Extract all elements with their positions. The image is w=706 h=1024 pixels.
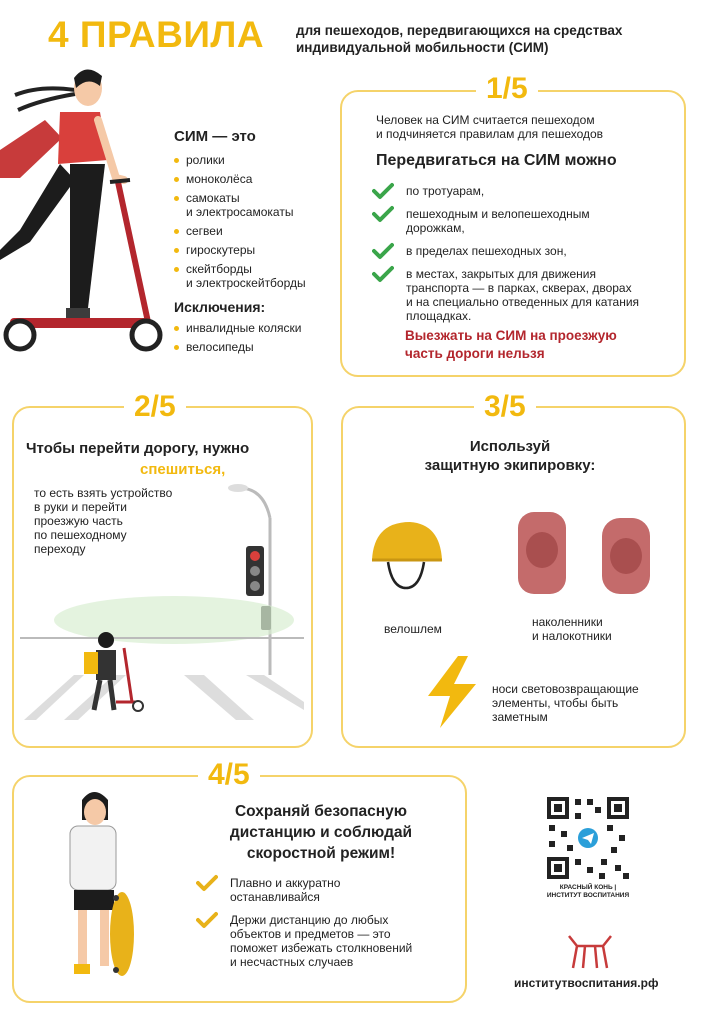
sim-list-item: скейтборды и электроскейтборды	[174, 262, 344, 290]
sim-list-item: сегвеи	[174, 224, 344, 238]
sim-list-item: моноколёса	[174, 172, 344, 186]
reflect-text: носи световозвращающие элементы, чтобы быть заметным	[492, 682, 639, 724]
qr-caption: КРАСНЫЙ КОНЬ | ИНСТИТУТ ВОСПИТАНИЯ	[546, 884, 630, 899]
checkmark-icon	[196, 911, 218, 929]
rule-4-list	[196, 876, 456, 978]
exception-list-item: инвалидные коляски	[174, 321, 344, 335]
sim-list	[174, 153, 344, 290]
helmet-icon	[366, 514, 446, 594]
check-list-item-text: в местах, закрытых для движения транспорта — в парках, скверах, дворах и на специально отведенных для катания площадках.	[406, 267, 640, 323]
rule-4-heading: Сохраняй безопасную дистанцию и соблюдай скоростной режим!	[229, 803, 413, 862]
check-list-item-text: по тротуарам,	[406, 184, 485, 198]
boy-with-skateboard-illustration	[54, 786, 144, 986]
check-list-item-text: Держи дистанцию до любых объектов и предметов — это поможет избежать столкновений и несчастных случаев	[230, 913, 413, 969]
sim-list-item: гироскутеры	[174, 243, 344, 257]
sim-heading: СИМ — это	[174, 128, 256, 145]
helmet-label: велошлем	[384, 622, 442, 636]
rule-4-number: 4/5	[198, 758, 260, 792]
rule-2-number: 2/5	[124, 390, 186, 424]
rule-2-heading: Чтобы перейти дорогу, нужно	[26, 440, 250, 457]
check-list-item-text: Плавно и аккуратно останавливайся	[230, 876, 341, 904]
rule-1-heading: Передвигаться на СИМ можно	[376, 152, 617, 169]
rule-1-number: 1/5	[476, 72, 538, 106]
rule-1-intro: Человек на СИМ считается пешеходом и подчиняется правилам для пешеходов	[376, 113, 604, 141]
sim-list-item: ролики	[174, 153, 344, 167]
girl-on-scooter-illustration	[0, 60, 175, 360]
check-list-item	[196, 913, 456, 969]
rule-3-number: 3/5	[474, 390, 536, 424]
rule-2-emphasis: спешиться,	[140, 461, 226, 478]
checkmark-icon	[372, 242, 394, 260]
check-list-item-text: в пределах пешеходных зон,	[406, 244, 567, 258]
lightning-icon	[424, 654, 480, 730]
red-horse-logo	[563, 930, 617, 970]
rule-2-text: то есть взять устройство в руки и перейти проезжую часть по пешеходному переходу	[34, 486, 173, 556]
pads-label: наколенники и налокотники	[532, 615, 612, 643]
check-list-item	[372, 244, 672, 258]
checkmark-icon	[372, 205, 394, 223]
checkmark-icon	[372, 182, 394, 200]
exception-list-item: велосипеды	[174, 340, 344, 354]
rule-3-heading: Используй защитную экипировку:	[424, 438, 596, 474]
knee-pads-icon	[512, 506, 658, 600]
crosswalk-illustration	[14, 470, 307, 740]
check-list-item	[196, 876, 456, 904]
page-title: 4 ПРАВИЛА	[48, 14, 265, 55]
page-subtitle: для пешеходов, передвигающихся на средствах индивидуальной мобильности (СИМ)	[296, 23, 623, 55]
checkmark-icon	[196, 874, 218, 892]
rule-1-warning: Выезжать на СИМ на проезжую часть дороги нельзя	[405, 328, 617, 361]
exceptions-list	[174, 321, 344, 354]
check-list-item	[372, 267, 672, 323]
check-list-item	[372, 207, 672, 235]
check-list-item-text: пешеходным и велопешеходным дорожкам,	[406, 207, 590, 235]
exceptions-heading: Исключения:	[174, 299, 266, 315]
sim-list-item: самокаты и электросамокаты	[174, 191, 344, 219]
checkmark-icon	[372, 265, 394, 283]
site-link[interactable]: институтвоспитания.рф	[514, 976, 659, 990]
check-list-item	[372, 184, 672, 198]
rule-1-list	[372, 184, 672, 332]
qr-code[interactable]	[545, 795, 631, 881]
